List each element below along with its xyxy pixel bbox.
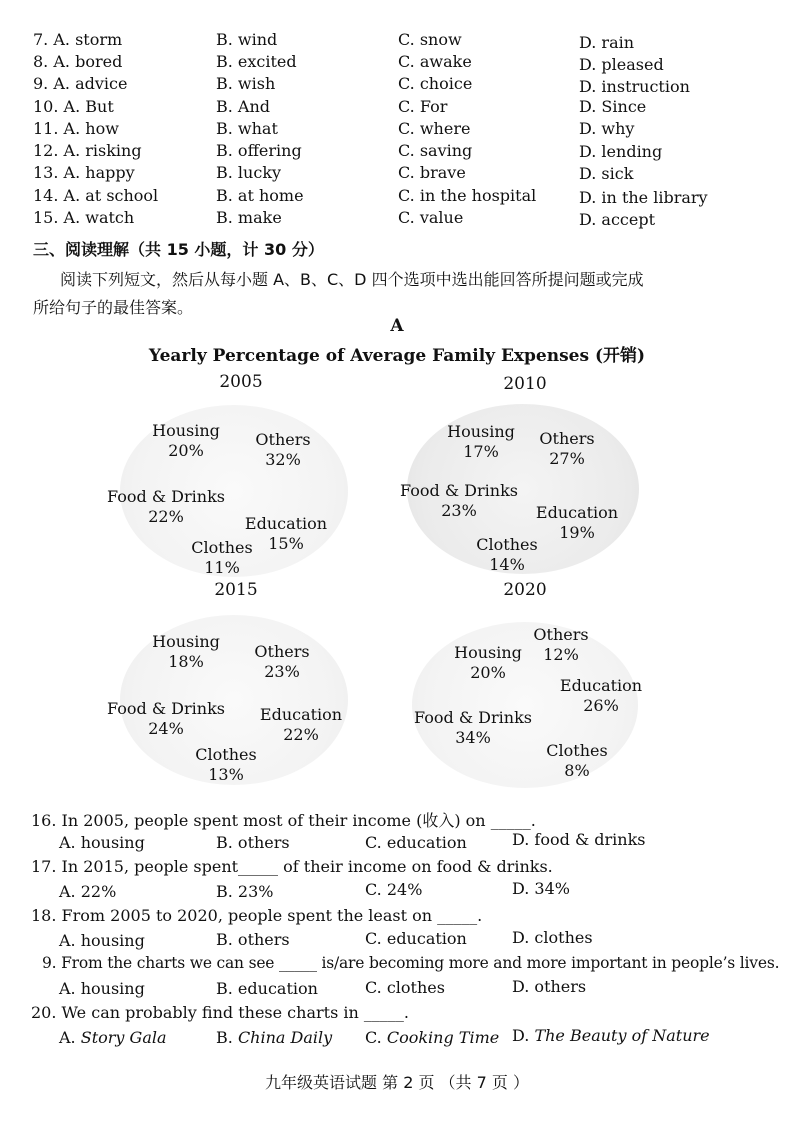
option-a: A. housing <box>59 931 145 950</box>
option-b: B. lucky <box>216 163 282 182</box>
slice-label-food-drinks: Food & Drinks 24% <box>107 699 225 738</box>
slice-label-education: Education 15% <box>244 514 328 553</box>
option-row <box>0 208 794 230</box>
slice-label-education: Education 19% <box>535 503 619 542</box>
slice-label-education: Education 22% <box>259 705 343 744</box>
option-b: B. others <box>216 930 290 949</box>
slice-label-education: Education 26% <box>559 676 643 715</box>
option-a: A. housing <box>59 833 145 852</box>
option-b: B. what <box>216 119 278 138</box>
option-b: B. China Daily <box>216 1028 333 1047</box>
slice-label-others: Others 12% <box>533 625 589 664</box>
option-d: D. pleased <box>579 55 664 74</box>
slice-label-clothes: Clothes 13% <box>195 745 257 784</box>
question-stem: 16. In 2005, people spent most of their income (收入) on _____. <box>31 811 536 830</box>
option-d: D. Since <box>579 97 647 116</box>
option-row <box>0 163 794 185</box>
section-heading: 三、阅读理解（共 15 小题，计 30 分） <box>33 240 324 259</box>
option-d: D. clothes <box>512 928 593 947</box>
option-b: B. at home <box>216 186 304 205</box>
option-b: B. And <box>216 97 271 116</box>
option-b: B. wind <box>216 30 278 49</box>
option-c: C. For <box>398 97 448 116</box>
option-c: C. in the hospital <box>398 186 537 205</box>
option-d: D. food & drinks <box>512 830 646 849</box>
option-a: 11. A. how <box>33 119 119 138</box>
question-stem: 18. From 2005 to 2020, people spent the least on _____. <box>31 906 483 925</box>
option-a: 10. A. But <box>33 97 114 116</box>
option-c: C. choice <box>398 74 473 93</box>
option-c: C. clothes <box>365 978 445 997</box>
option-row <box>0 30 794 52</box>
instruction-line-2: 所给句子的最佳答案。 <box>33 298 194 317</box>
option-b: B. offering <box>216 141 302 160</box>
chart-year: 2020 <box>503 580 547 600</box>
slice-label-food-drinks: Food & Drinks 22% <box>107 487 225 526</box>
option-a: A. Story Gala <box>59 1028 167 1047</box>
option-b: B. wish <box>216 74 276 93</box>
slice-label-others: Others 32% <box>255 430 311 469</box>
option-a: 13. A. happy <box>33 163 135 182</box>
option-a: 7. A. storm <box>33 30 123 49</box>
slice-label-clothes: Clothes 8% <box>546 741 608 780</box>
option-d: D. rain <box>579 33 635 52</box>
slice-label-others: Others 27% <box>539 429 595 468</box>
slice-label-clothes: Clothes 14% <box>476 535 538 574</box>
slice-label-housing: Housing 20% <box>454 643 522 682</box>
option-d: D. accept <box>579 210 656 229</box>
option-a: A. housing <box>59 979 145 998</box>
option-c: C. value <box>398 208 464 227</box>
slice-label-housing: Housing 20% <box>152 421 220 460</box>
option-row <box>0 141 794 163</box>
option-c: C. brave <box>398 163 466 182</box>
option-c: C. saving <box>398 141 473 160</box>
option-d: D. sick <box>579 164 634 183</box>
option-a: A. 22% <box>59 882 117 901</box>
slice-label-food-drinks: Food & Drinks 23% <box>400 481 518 520</box>
option-b: B. excited <box>216 52 297 71</box>
slice-label-housing: Housing 17% <box>447 422 515 461</box>
option-a: 8. A. bored <box>33 52 123 71</box>
slice-label-clothes: Clothes 11% <box>191 538 253 577</box>
option-c: C. education <box>365 929 467 948</box>
option-row <box>0 97 794 119</box>
option-d: D. lending <box>579 142 663 161</box>
option-b: B. education <box>216 979 318 998</box>
page-footer: 九年级英语试题 第 2 页 （共 7 页 ） <box>265 1073 529 1092</box>
option-a: 14. A. at school <box>33 186 159 205</box>
option-row <box>0 186 794 208</box>
slice-label-food-drinks: Food & Drinks 34% <box>414 708 532 747</box>
chart-year: 2010 <box>503 374 547 394</box>
option-d: D. why <box>579 119 635 138</box>
option-b: B. 23% <box>216 882 274 901</box>
instruction-line-1: 阅读下列短文，然后从每小题 A、B、C、D 四个选项中选出能回答所提问题或完成 <box>60 270 644 289</box>
option-a: 15. A. watch <box>33 208 135 227</box>
option-b: B. make <box>216 208 282 227</box>
option-row <box>0 74 794 96</box>
option-c: C. Cooking Time <box>365 1028 500 1047</box>
option-c: C. 24% <box>365 880 423 899</box>
question-stem: 20. We can probably find these charts in _____. <box>31 1003 409 1022</box>
option-c: C. education <box>365 833 467 852</box>
question-stem: 17. In 2015, people spent_____ of their income on food & drinks. <box>31 857 553 876</box>
question-stem: 9. From the charts we can see _____ is/are becoming more and more important in people’s lives. <box>42 954 780 972</box>
option-d: D. instruction <box>579 77 690 96</box>
option-c: C. snow <box>398 30 462 49</box>
slice-label-others: Others 23% <box>254 642 310 681</box>
chart-year: 2015 <box>214 580 258 600</box>
option-d: D. 34% <box>512 879 570 898</box>
option-d: D. others <box>512 977 587 996</box>
option-c: C. where <box>398 119 471 138</box>
option-d: D. The Beauty of Nature <box>512 1026 710 1045</box>
passage-title: Yearly Percentage of Average Family Expenses (开销) <box>148 346 646 366</box>
option-a: 12. A. risking <box>33 141 142 160</box>
option-a: 9. A. advice <box>33 74 128 93</box>
option-b: B. others <box>216 833 290 852</box>
slice-label-housing: Housing 18% <box>152 632 220 671</box>
chart-year: 2005 <box>219 372 263 392</box>
option-d: D. in the library <box>579 188 708 207</box>
option-c: C. awake <box>398 52 472 71</box>
passage-letter: A <box>390 316 404 336</box>
option-row <box>0 119 794 141</box>
option-row <box>0 52 794 74</box>
